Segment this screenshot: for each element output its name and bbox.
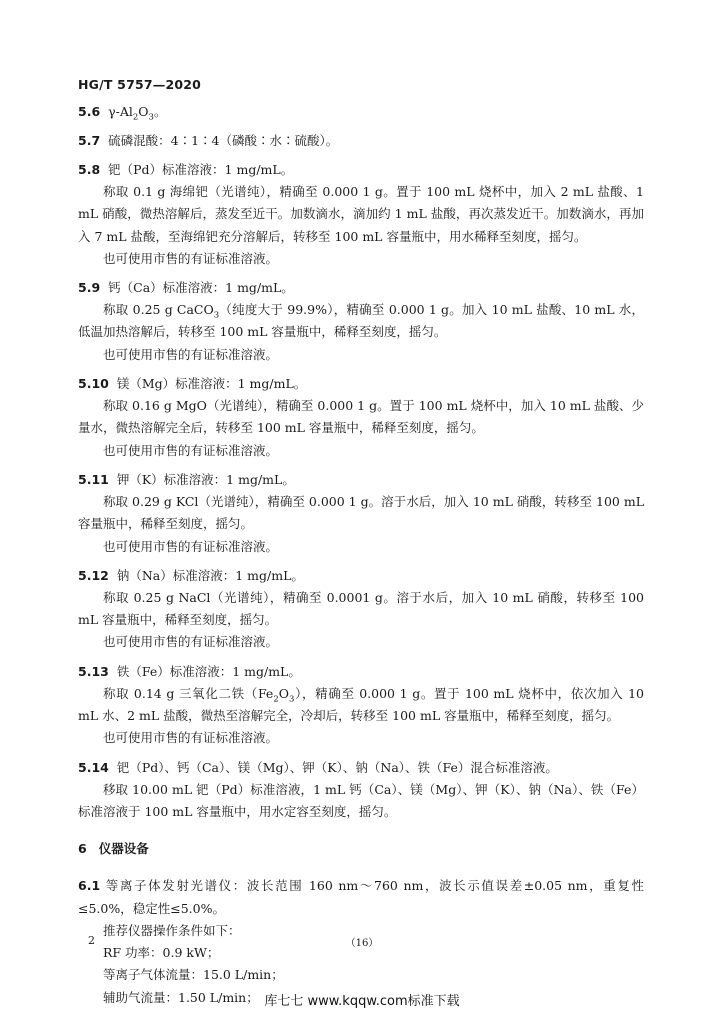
section-5-13 <box>78 660 644 750</box>
section-5-12 <box>78 564 644 654</box>
section-note: 也可使用市售的有证标准溶液。 <box>103 250 279 266</box>
section-number: 5.6 <box>78 104 101 119</box>
section-body: 称取 0.14 g 三氧化二铁$(Fe_2O_3)$，精确至 0.000 1 g。置于 100 mL 烧杯中，依次加入 10 mL 水、2 mL 盐酸，微热至溶解完全，冷却后，转移至 100 mL 容量瓶中，稀释至刻度，摇匀。 <box>78 685 644 724</box>
section-5-9 <box>78 276 644 366</box>
section-title: 钯（Pd）标准溶液：1 mg/mL。 <box>108 162 294 177</box>
section-number: 6.1 <box>78 878 101 894</box>
section-title: 等离子体发射光谱仪：波长范围 160 nm～760 nm，波长示值误差±0.05 nm，重复性≤5.0%，稳定性≤5.0%。 <box>78 878 644 916</box>
section-body: 称取 0.25 g NaCl（光谱纯），精确至 0.0001 g。溶于水后，加入 10 mL 硝酸，转移至 100 mL 容量瓶中，稀释至刻度，摇匀。 <box>78 589 644 628</box>
section-number: 5.14 <box>78 759 109 775</box>
section-number: 5.10 <box>78 376 109 392</box>
section-title: 镁（Mg）标准溶液：1 mg/mL。 <box>116 376 307 392</box>
section-title: 铁（Fe）标准溶液：1 mg/mL。 <box>116 663 301 679</box>
section-title: 钯（Pd）、钙（Ca）、镁（Mg）、钾（K）、钠（Na）、铁（Fe）混合标准溶液。 <box>116 759 558 775</box>
center-page-number: （16） <box>345 938 379 949</box>
section-number: 5.11 <box>78 471 109 487</box>
section-5-6 <box>78 100 644 123</box>
section-title: 钙（Ca）标准溶液：1 mg/mL。 <box>108 280 294 296</box>
chapter-number: 6 <box>78 841 87 857</box>
section-note: 也可使用市售的有证标准溶液。 <box>103 634 279 650</box>
section-body: 移取 10.00 mL 钯（Pd）标准溶液，1 mL 钙（Ca）、镁（Mg）、钾（K）、钠（Na）、铁（Fe）标准溶液于 100 mL 容量瓶中，用水定容至刻度，摇匀。 <box>78 781 644 819</box>
condition-line: 辅助气流量：1.50 L/min； <box>103 989 259 1005</box>
section-5-8 <box>78 158 644 270</box>
page-number: 2 <box>88 934 95 947</box>
section-number: 5.9 <box>78 280 101 296</box>
section-title: 钠（Na）标准溶液：1 mg/mL。 <box>116 567 304 583</box>
section-number: 5.7 <box>78 133 101 148</box>
document-body <box>78 100 644 1009</box>
section-title: 钾（K）标准溶液：1 mg/mL。 <box>116 471 295 487</box>
section-body: 称取 0.1 g 海绵钯（光谱纯），精确至 0.000 1 g。置于 100 mL 烧杯中，加入 2 mL 盐酸、1 mL 硝酸，微热溶解后，蒸发至近干。加数滴水，滴加约 1 mL 盐酸，再次蒸发近干。加数滴水，再加入 7 mL 盐酸，至海绵钯充分溶解后，转移至 100 mL 容量瓶中，用水稀释至刻度，摇匀。 <box>78 184 644 244</box>
section-5-7 <box>78 129 644 152</box>
section-number: 5.8 <box>78 162 101 177</box>
section-text: 硫磷混酸：4∶1∶4（磷酸∶水∶硫酸）。 <box>108 133 339 148</box>
section-note: 也可使用市售的有证标准溶液。 <box>103 730 279 746</box>
footer-watermark: 库七七 www.kqqw.com标准下载 <box>264 994 460 1009</box>
chapter-6-heading <box>78 837 644 861</box>
section-note: 也可使用市售的有证标准溶液。 <box>103 346 279 362</box>
section-body: 称取 0.25 g CaCO$_3$（纯度大于 99.9%），精确至 0.000 1 g。加入 10 mL 盐酸、10 mL 水，低温加热溶解后，转移至 100 mL 容量瓶中，稀释至刻度，摇匀。 <box>78 302 644 340</box>
section-note: 也可使用市售的有证标准溶液。 <box>103 442 279 458</box>
section-body: 称取 0.29 g KCl（光谱纯），精确至 0.000 1 g。溶于水后，加入 10 mL 硝酸，转移至 100 mL 容量瓶中，稀释至刻度，摇匀。 <box>78 493 644 532</box>
section-number: 5.13 <box>78 663 109 679</box>
condition-line: 等离子气体流量：15.0 L/min； <box>103 967 284 983</box>
section-5-11 <box>78 468 644 558</box>
section-text: $\gamma-Al_2O_3$。 <box>108 104 167 123</box>
section-note: 也可使用市售的有证标准溶液。 <box>103 538 279 554</box>
condition-line: RF 功率：0.9 kW； <box>103 945 220 961</box>
section-5-14 <box>78 756 644 824</box>
section-number: 5.12 <box>78 567 109 583</box>
chapter-title: 仪器设备 <box>98 841 149 857</box>
section-5-10 <box>78 372 644 462</box>
standard-code-header: HG/T 5757—2020 <box>78 77 202 92</box>
section-body: 称取 0.16 g MgO（光谱纯），精确至 0.000 1 g。置于 100 mL 烧杯中，加入 10 mL 盐酸、少量水，微热溶解完全后，转移至 100 mL 容量瓶中，稀释至刻度，摇匀。 <box>78 398 644 436</box>
condition-line: 推荐仪器操作条件如下： <box>103 922 241 938</box>
